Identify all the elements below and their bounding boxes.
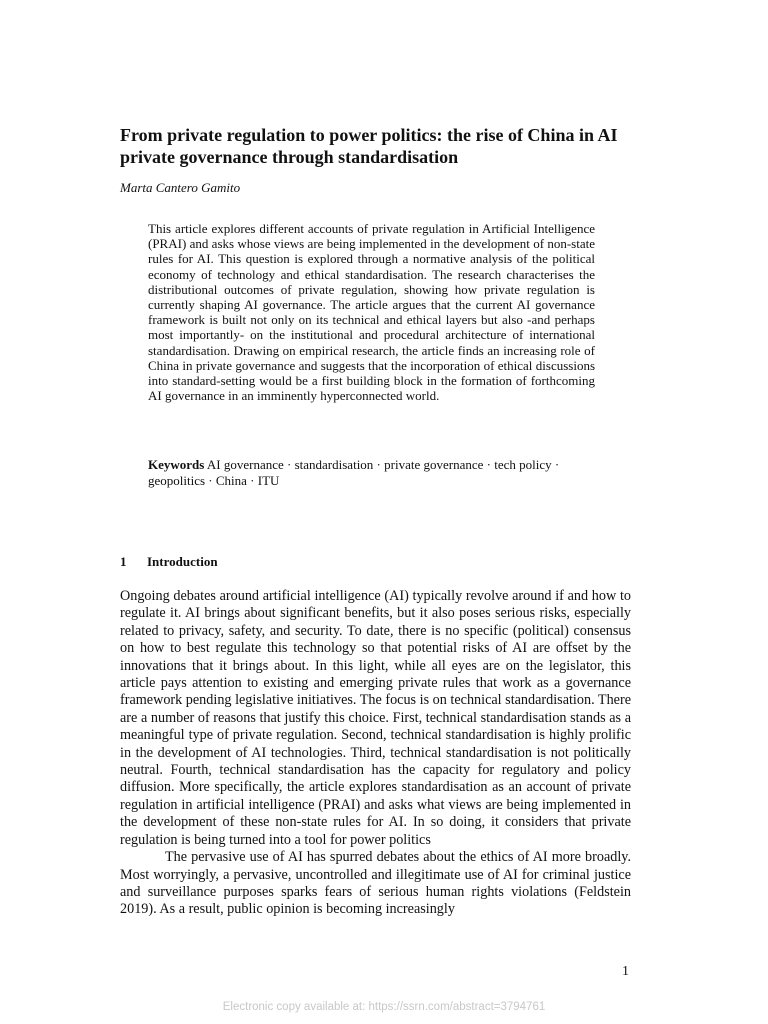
- paragraph: The pervasive use of AI has spurred debates about the ethics of AI more broadly. Most worryingly, a pervasive, uncontrolled and illegitimate use of AI for criminal justice and surveillance purposes sparks fears of serious human rights violations (Feldstein 2019). As a result, public opinion is becoming increasingly: [120, 849, 631, 918]
- paragraph: Ongoing debates around artificial intelligence (AI) typically revolve around if and how to regulate it. AI brings about significant benefits, but it also poses serious risks, especially related to privacy, safety, and security. To date, there is no specific (political) consensus on how to best regulate this technology so that potential risks of AI are offset by the innovations that it brings about. In this light, while all eyes are on the legislator, this article pays attention to existing and emerging private rules that work as a governance framework pending legislative initiatives. The focus is on technical standardisation. There are a number of reasons that justify this choice. First, technical standardisation stands as a meaningful type of private regulation. Second, technical standardisation is highly prolific in the development of AI technologies. Third, technical standardisation is not politically neutral. Fourth, technical standardisation has the capacity for regulatory and policy diffusion. More specifically, the article explores standardisation as an account of private regulation in artificial intelligence (PRAI) and asks what views are being implemented in the development of these non-state rules for AI. In so doing, it considers that private regulation is being turned into a tool for power politics: [120, 588, 631, 848]
- author-name: Marta Cantero Gamito: [120, 180, 241, 195]
- body-text: [120, 588, 631, 919]
- keywords-list: AI governance · standardisation · private governance · tech policy · geopolitics · China · ITU: [148, 457, 560, 488]
- keywords: [148, 457, 595, 489]
- page-number: 1: [622, 964, 629, 979]
- keywords-label: Keywords: [148, 457, 205, 472]
- ssrn-footer: Electronic copy available at: https://ssrn.com/abstract=3794761: [222, 1001, 546, 1013]
- abstract: This article explores different accounts of private regulation in Artificial Intelligence (PRAI) and asks whose views are being implemented in the development of non-state rules for AI. This question is explored through a normative analysis of the political economy of technology and ethical standardisation. The research characterises the distributional outcomes of private regulation, showing how private regulation is currently shaping AI governance. The article argues that the current AI governance framework is built not only on its technical and ethical layers but also -and perhaps most importantly- on the institutional and procedural architecture of international standardisation. Drawing on empirical research, the article finds an increasing role of China in private governance and suggests that the incorporation of ethical discussions into standard-setting would be a first building block in the formation of forthcoming AI governance in an imminently hyperconnected world.: [148, 221, 595, 404]
- paper-title: From private regulation to power politics: the rise of China in AI private governance through standardisation: [120, 125, 618, 167]
- section-title: Introduction: [147, 554, 218, 569]
- section-heading: [120, 554, 218, 570]
- section-number: 1: [120, 554, 127, 569]
